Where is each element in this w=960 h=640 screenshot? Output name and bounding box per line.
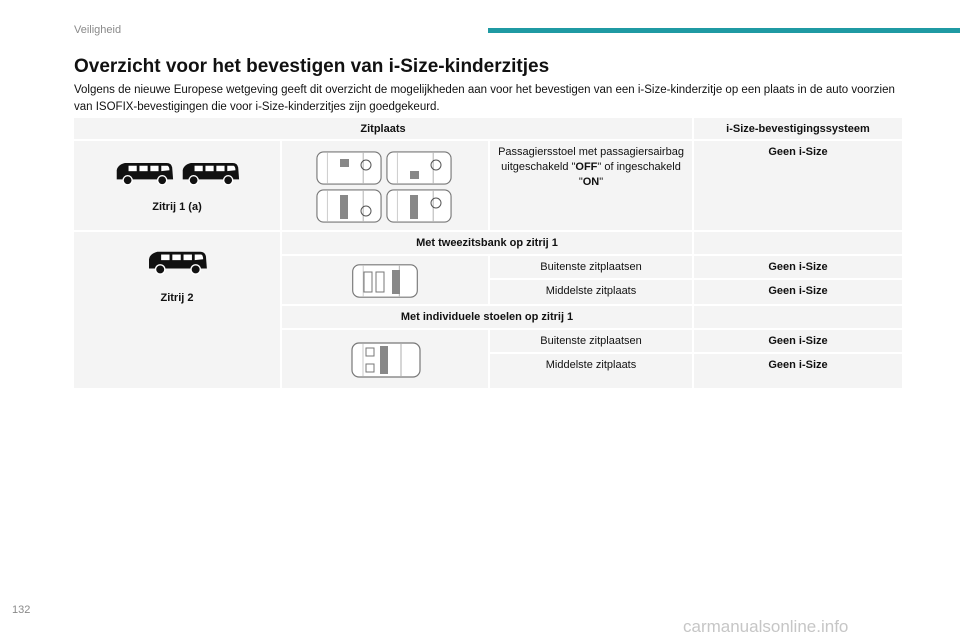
- individual-outer-label: Buitenste zitplaatsen: [490, 330, 692, 352]
- individual-middle-value: Geen i-Size: [694, 354, 902, 388]
- van-top-view-icon: [316, 149, 382, 187]
- intro-paragraph: Volgens de nieuwe Europese wetgeving geeft dit overzicht de mogelijkheden aan voor het bevestigen van een i-Size-kinderzitje op een plaats in de auto voorzien van ISOFIX-bevestigingen die voor i-Size-kinderzitjes zijn goedgekeurd.: [74, 84, 895, 113]
- van-top-view-icon: [386, 187, 452, 225]
- row1-seat-cell: [74, 141, 280, 230]
- individual-outer-value: Geen i-Size: [694, 330, 902, 352]
- row1-description: Passagiersstoel met passagiersairbag uitgeschakeld "OFF" of ingeschakeld "ON": [490, 141, 692, 230]
- van-top-view-icon: [386, 149, 452, 187]
- section-title: Veiligheid: [74, 24, 122, 36]
- row1-value: Geen i-Size: [694, 141, 902, 230]
- individual-heading: Met individuele stoelen op zitrij 1: [282, 306, 692, 328]
- row2-label: Zitrij 2: [160, 292, 194, 304]
- airbag-on-label: ON: [582, 176, 600, 188]
- row1-label: Zitrij 1 (a): [152, 201, 202, 213]
- bench-outer-value: Geen i-Size: [694, 256, 902, 278]
- watermark: carmanualsonline.info: [683, 617, 849, 636]
- row2-seat-cell: [74, 232, 280, 388]
- bench-diagram-cell: [282, 256, 488, 304]
- header-system: i-Size-bevestigingssysteem: [694, 118, 902, 139]
- individual-heading-empty: [694, 306, 902, 328]
- van-icon: [114, 159, 174, 187]
- van-top-view-icon: [346, 340, 426, 380]
- bench-heading-empty: [694, 232, 902, 254]
- bench-middle-value: Geen i-Size: [694, 280, 902, 304]
- header-accent-bar: [488, 28, 960, 33]
- individual-middle-label: Middelste zitplaats: [490, 354, 692, 388]
- header-seat: Zitplaats: [74, 118, 692, 139]
- van-icon: [144, 248, 210, 276]
- bench-heading: Met tweezitsbank op zitrij 1: [282, 232, 692, 254]
- page-title: Overzicht voor het bevestigen van i-Size-kinderzitjes: [74, 56, 550, 77]
- van-icon: [180, 159, 240, 187]
- bench-outer-label: Buitenste zitplaatsen: [490, 256, 692, 278]
- van-top-view-icon: [350, 262, 420, 300]
- bench-middle-label: Middelste zitplaats: [490, 280, 692, 304]
- airbag-off-label: OFF: [575, 161, 598, 173]
- page-number: 132: [12, 604, 31, 616]
- individual-diagram-cell: [282, 330, 488, 388]
- van-top-view-icon: [316, 187, 382, 225]
- row1-diagram-cell: [282, 141, 488, 230]
